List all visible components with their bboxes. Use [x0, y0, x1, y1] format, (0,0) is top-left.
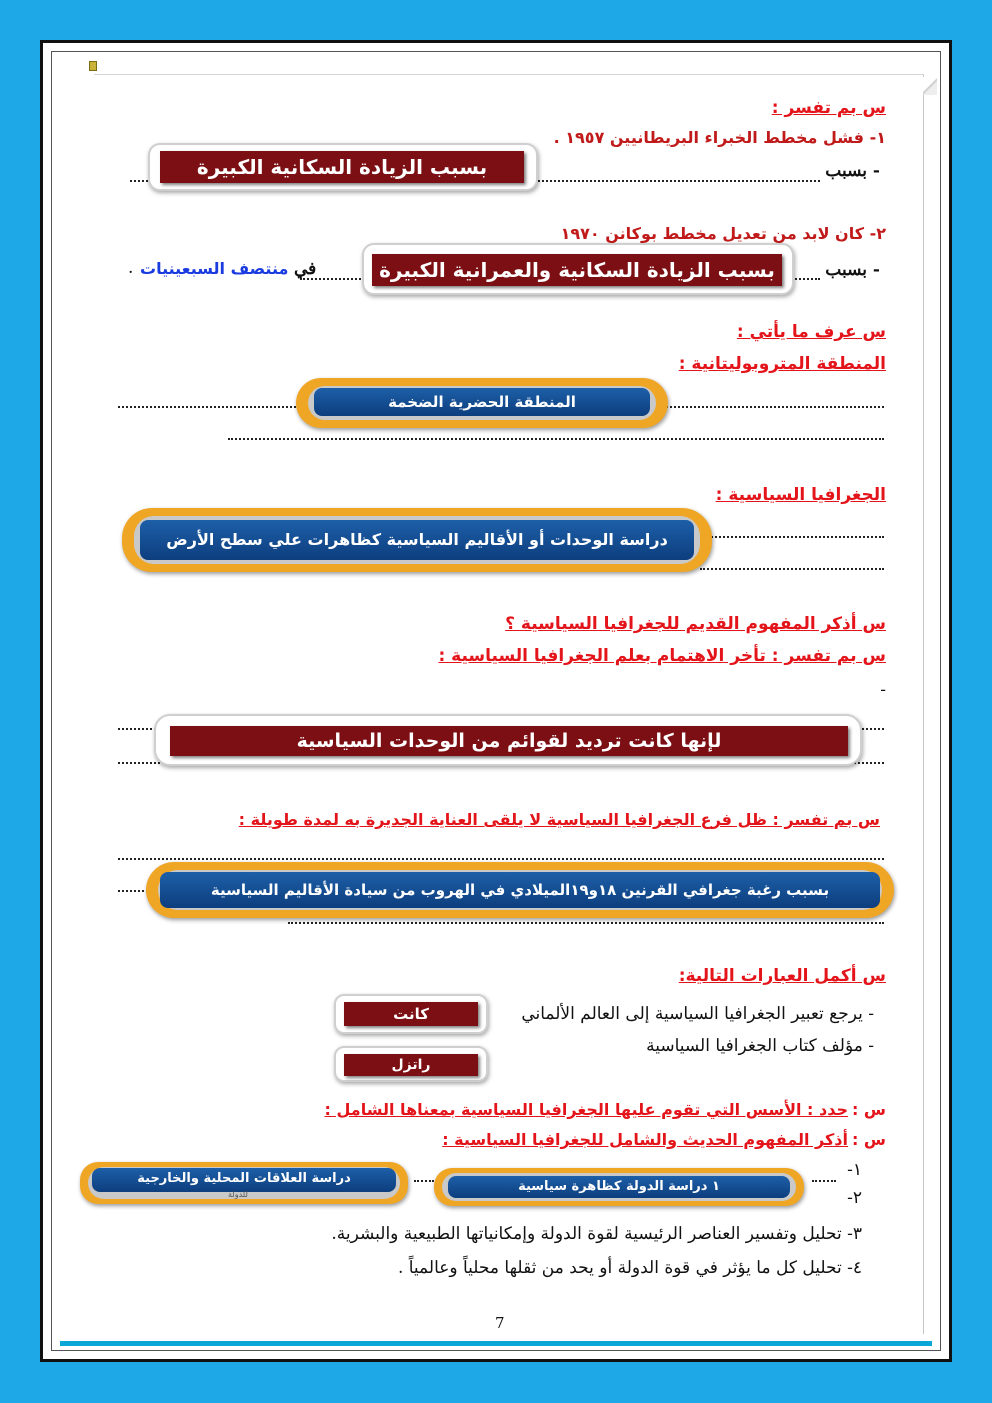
q3-heading2: س بم تفسر : تأخر الاهتمام بعلم الجغرافيا السياسية : — [438, 646, 886, 666]
q6-n4: ٤- تحليل كل ما يؤثر في قوة الدولة أو يحد من ثقلها محلياً وعالمياً . — [397, 1258, 862, 1278]
q1-item2-suffix-b: منتصف السبعينيات — [140, 259, 289, 278]
answer-dots — [228, 438, 884, 440]
q6-heading-b: حدد : الأسس التي تقوم عليها الجغرافيا السياسية بمعناها الشامل : — [324, 1100, 848, 1119]
q6-n3: ٣- تحليل وتفسير العناصر الرئيسية لقوة الدولة وإمكانياتها الطبيعية والبشرية. — [331, 1224, 862, 1244]
q1-heading: س بم تفسر : — [771, 98, 886, 118]
q6-heading-a: س : — [851, 1100, 886, 1119]
q2-term1-answer: المنطقة الحضرية الضخمة — [314, 388, 650, 416]
q1-item2-prefix: - بسبب — [825, 260, 880, 280]
answer-dots — [118, 858, 884, 860]
q1-item1: ١- فشل مخطط الخبراء البريطانيين ١٩٥٧ . — [553, 128, 886, 147]
answer-dots — [288, 922, 884, 924]
q5-line2: - مؤلف كتاب الجغرافيا السياسية — [646, 1036, 874, 1056]
q5-line1: - يرجع تعبير الجغرافيا السياسية إلى العالم الألماني — [521, 1004, 874, 1024]
answer-dots — [414, 1180, 434, 1182]
q4-heading: س بم تفسر : ظل فرع الجغرافيا السياسية لا يلقى العناية الجديرة به لمدة طويلة : — [238, 810, 880, 829]
q5-heading: س أكمل العبارات التالية: — [678, 966, 886, 986]
q2-term1: المنطقة المتروبوليتانية : — [678, 354, 886, 374]
q1-item2-dot: . — [128, 258, 134, 278]
q1-item2-suffix-a: في — [294, 259, 317, 279]
q6-n2-answer: دراسة العلاقات المحلية والخارجية — [92, 1168, 396, 1192]
q2-term2-answer: دراسة الوحدات أو الأقاليم السياسية كظاهرات علي سطح الأرض — [140, 520, 694, 560]
q6-n2: ٢- — [847, 1188, 862, 1208]
q6-n1: ١- — [847, 1160, 862, 1180]
q3-answer: لإنها كانت ترديد لقوائم من الوحدات السياسية — [170, 726, 848, 756]
answer-dots — [700, 568, 884, 570]
q3-heading: س أذكر المفهوم القديم للجغرافيا السياسية ؟ — [505, 614, 886, 634]
q2-term2: الجغرافيا السياسية : — [715, 485, 886, 505]
q4-answer: بسبب رغبة جغرافي القرنين ١٨و١٩الميلادي في الهروب من سيادة الأقاليم السياسية — [160, 872, 880, 908]
page-number: 7 — [495, 1314, 505, 1332]
q6-heading2-b: أذكر المفهوم الحديث والشامل للجغرافيا السياسية : — [442, 1130, 848, 1149]
q5-line2-answer: راتزل — [344, 1054, 478, 1076]
q1-item1-prefix: - بسبب — [825, 161, 880, 181]
answer-dots — [812, 1180, 836, 1182]
q6-heading2-a: س : — [851, 1130, 886, 1149]
answer-dots — [700, 536, 884, 538]
pin-icon — [89, 61, 97, 71]
q1-item2-answer: بسبب الزيادة السكانية والعمرانية الكبيرة — [372, 254, 782, 286]
q6-n2-answer-small: للدولة — [228, 1190, 248, 1199]
q2-heading: س عرف ما يأتي : — [736, 322, 886, 342]
q3-dash: - — [880, 680, 886, 700]
q5-line1-answer: كانت — [344, 1002, 478, 1026]
q1-item1-answer: بسبب الزيادة السكانية الكبيرة — [160, 151, 524, 183]
q6-n1-answer: ١ دراسة الدولة كظاهرة سياسية — [448, 1176, 790, 1198]
page-fold-icon — [923, 77, 937, 95]
q1-item2: ٢- كان لابد من تعديل مخطط بوكانن ١٩٧٠ — [560, 224, 886, 243]
bottom-rule — [60, 1341, 932, 1346]
